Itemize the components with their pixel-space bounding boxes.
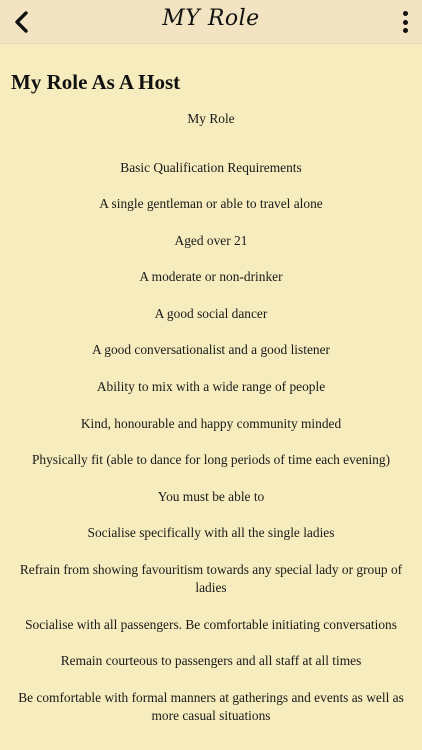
text-line: A good social dancer: [154, 305, 268, 321]
vertical-ellipsis-icon: [403, 11, 408, 16]
text-line: A single gentleman or able to travel alone: [99, 196, 323, 212]
text-line: Socialise specifically with all the single ladies: [87, 525, 335, 541]
vertical-ellipsis-icon: [403, 20, 408, 25]
text-line: Ability to mix with a wide range of people: [96, 379, 326, 395]
text-line: A moderate or non-drinker: [139, 269, 283, 285]
text-line: Refrain from showing favouritism towards any special lady or group of ladies: [19, 562, 403, 596]
text-line: Physically fit (able to dance for long periods of time each evening): [31, 452, 391, 468]
content-area[interactable]: [0, 44, 422, 750]
text-line: My Role: [187, 111, 235, 126]
text-line: Basic Qualification Requirements: [120, 159, 302, 175]
top-app-bar: [0, 0, 422, 44]
text-line: You must be able to: [157, 488, 265, 504]
role-description: [14, 110, 408, 743]
text-line: Aged over 21: [174, 232, 248, 248]
page-heading: My Role As A Host: [11, 70, 181, 94]
text-line: A good conversationalist and a good listener: [91, 342, 330, 358]
text-line: Socialise with all passengers. Be comfortable initiating conversations: [25, 616, 397, 632]
vertical-ellipsis-icon: [403, 28, 408, 33]
text-line: Kind, honourable and happy community minded: [80, 415, 342, 431]
screen-title: MY Role: [162, 6, 260, 31]
text-line: Be comfortable with formal manners at gatherings and events as well as more casual situations: [18, 689, 404, 723]
text-line: Remain courteous to passengers and all staff at all times: [60, 653, 362, 669]
more-options-button[interactable]: [400, 11, 410, 33]
